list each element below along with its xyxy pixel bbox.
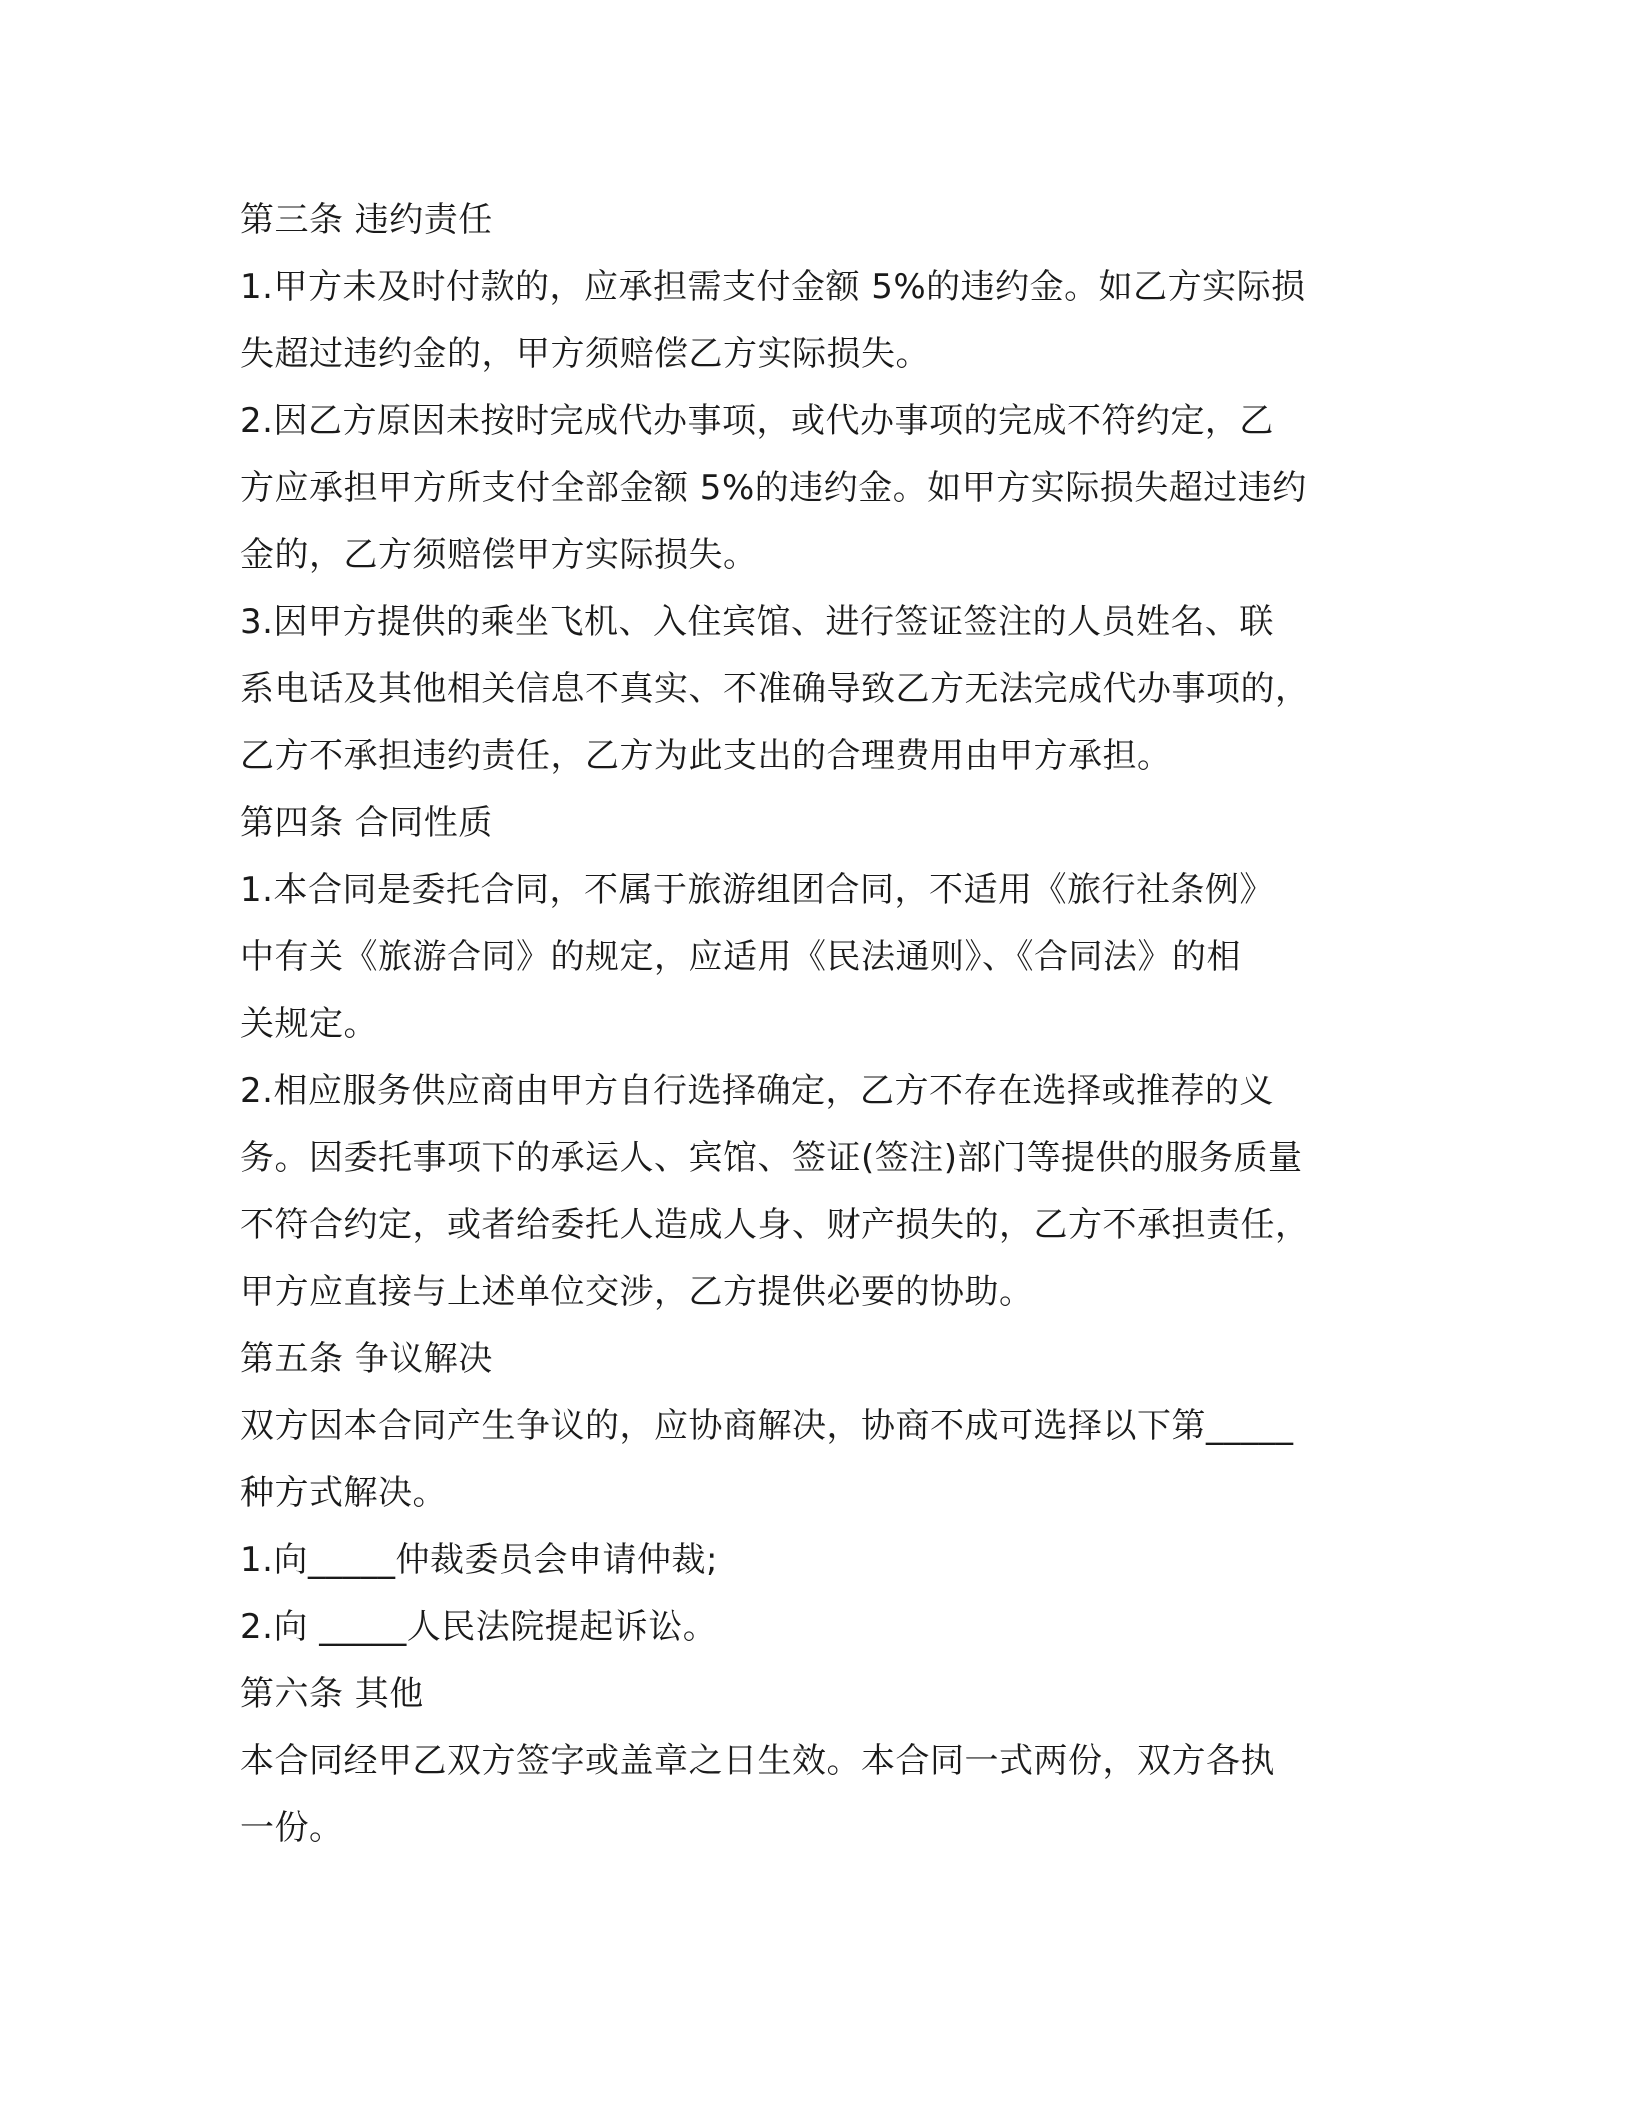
paragraph: 2.因乙方原因未按时完成代办事项，或代办事项的完成不符约定，乙 方应承担甲方所支付全部金额 5%的违约金。如甲方实际损失超过违约 金的，乙方须赔偿甲方实际损失。 [240, 401, 1307, 575]
section-5-dispute-resolution [240, 1326, 1400, 1661]
paragraph: 本合同经甲乙双方签字或盖章之日生效。本合同一式两份，双方各执 一份。 [240, 1741, 1275, 1848]
section-4-contract-nature [240, 790, 1400, 1326]
paragraph: 2.向 _____人民法院提起诉讼。 [240, 1607, 718, 1647]
section-3-breach-liability [240, 187, 1400, 790]
section-title: 第六条 其他 [240, 1674, 424, 1714]
section-6-other [240, 1661, 1400, 1862]
document-body [240, 187, 1400, 1862]
section-title: 第三条 违约责任 [240, 200, 493, 240]
paragraph: 1.甲方未及时付款的，应承担需支付金额 5%的违约金。如乙方实际损 失超过违约金的，甲方须赔偿乙方实际损失。 [240, 267, 1306, 374]
paragraph: 2.相应服务供应商由甲方自行选择确定，乙方不存在选择或推荐的义 务。因委托事项下的承运人、宾馆、签证(签注)部门等提供的服务质量 不符合约定，或者给委托人造成人身、财产损失的，乙方不承担责任， 甲方应直接与上述单位交涉，乙方提供必要的协助。 [240, 1071, 1310, 1312]
paragraph: 1.本合同是委托合同，不属于旅游组团合同，不适用《旅行社条例》 中有关《旅游合同》的规定，应适用《民法通则》、《合同法》的相 关规定。 [240, 870, 1274, 1044]
section-title: 第四条 合同性质 [240, 803, 493, 843]
paragraph: 双方因本合同产生争议的，应协商解决，协商不成可选择以下第_____ 种方式解决。 [240, 1406, 1294, 1513]
paragraph: 3.因甲方提供的乘坐飞机、入住宾馆、进行签证签注的人员姓名、联 系电话及其他相关信息不真实、不准确导致乙方无法完成代办事项的， 乙方不承担违约责任，乙方为此支出的合理费用由甲方承担。 [240, 602, 1310, 776]
section-title: 第五条 争议解决 [240, 1339, 493, 1379]
paragraph: 1.向_____仲裁委员会申请仲裁; [240, 1540, 718, 1580]
